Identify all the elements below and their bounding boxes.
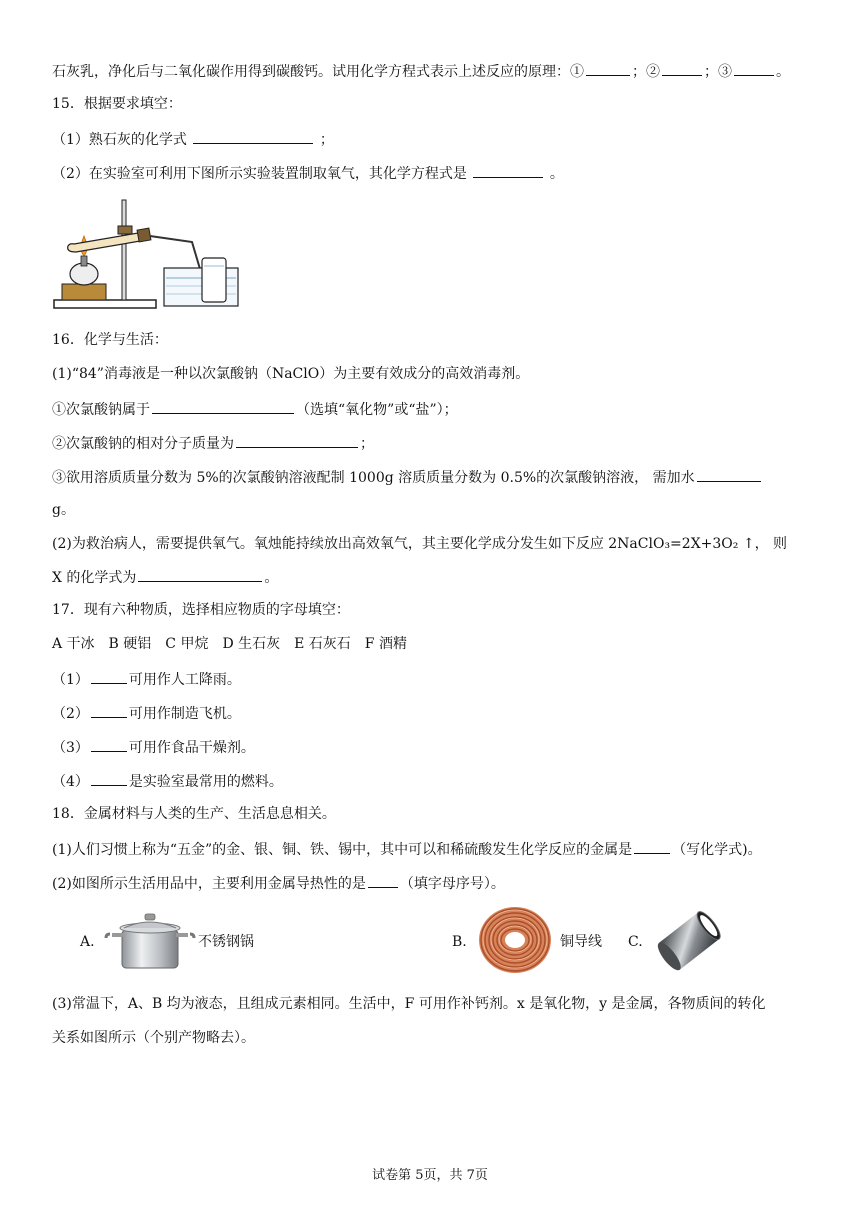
answer-blank[interactable]: [662, 60, 702, 76]
option-c-letter[interactable]: C.: [628, 934, 643, 950]
question-17-options: A 干冰 B 硬铝 C 甲烷 D 生石灰 E 石灰石 F 酒精: [52, 636, 407, 652]
option-a-label: 不锈钢锅: [198, 934, 254, 950]
question-17-title: 17．现有六种物质，选择相应物质的字母填空：: [52, 602, 350, 618]
answer-blank[interactable]: [697, 466, 761, 482]
question-16-1c-unit: g。: [52, 502, 75, 518]
question-16-title: 16．化学与生活：: [52, 332, 168, 348]
question-18-3b: 关系如图所示（个别产物略去）。: [52, 1030, 255, 1046]
question-18-2: (2)如图所示生活用品中，主要利用金属导热性的是 （填字母序号）。: [52, 872, 505, 894]
answer-blank[interactable]: [634, 838, 670, 854]
answer-blank[interactable]: [138, 566, 262, 582]
question-16-2: (2)为救治病人，需要提供氧气。氧烛能持续放出高效氧气，其主要化学成分发生如下反应 2NaClO₃=2X+3O₂ ↑， 则: [52, 536, 788, 552]
page-footer: 试卷第 5页，共 7页: [372, 1168, 488, 1183]
question-17-4: （4） 是实验室最常用的燃料。: [52, 770, 283, 792]
question-18-3a: (3)常温下，A、B 均为液态，且组成元素相同。生活中，F 可用作补钙剂。x 是氧化物，y 是金属，各物质间的转化: [52, 996, 766, 1012]
option-a-letter[interactable]: A.: [80, 934, 95, 950]
question-17-2: （2） 可用作制造飞机。: [52, 702, 241, 724]
question-15-1: （1）熟石灰的化学式 ；: [52, 128, 334, 150]
answer-blank[interactable]: [734, 60, 774, 76]
option-b-letter[interactable]: B.: [452, 934, 467, 950]
copper-wire-figure: [476, 904, 554, 976]
answer-blank[interactable]: [586, 60, 630, 76]
question-15-2: （2）在实验室可利用下图所示实验装置制取氧气，其化学方程式是 。: [52, 162, 564, 184]
answer-blank[interactable]: [473, 162, 543, 178]
question-15-title: 15．根据要求填空：: [52, 96, 182, 112]
question-16-1a: ①次氯酸钠属于 （选填“氧化物”或“盐”）；: [52, 398, 458, 420]
question-16-2b: X 的化学式为 。: [52, 566, 278, 588]
question-16-1: (1)“84”消毒液是一种以次氯酸钠（NaClO）为主要有效成分的高效消毒剂。: [52, 366, 530, 382]
question-18-1: (1)人们习惯上称为“五金”的金、银、铜、铁、锡中，其中可以和稀硫酸发生化学反应的金属是 （写化学式)。: [52, 838, 762, 860]
answer-blank[interactable]: [236, 432, 358, 448]
question-17-3: （3） 可用作食品干燥剂。: [52, 736, 255, 758]
answer-blank[interactable]: [152, 398, 294, 414]
option-b-label: 铜导线: [560, 934, 602, 950]
question-17-1: （1） 可用作人工降雨。: [52, 668, 241, 690]
question-16-1b: ②次氯酸钠的相对分子质量为 ；: [52, 432, 374, 454]
question-16-1c: ③欲用溶质质量分数为 5%的次氯酸钠溶液配制 1000g 溶质质量分数为 0.5%的次氯酸钠溶液， 需加水: [52, 466, 763, 488]
stainless-pot-figure: [104, 908, 196, 972]
oxygen-apparatus-figure: [52, 196, 242, 314]
answer-blank[interactable]: [91, 702, 127, 718]
q14-continuation: 石灰乳，净化后与二氧化碳作用得到碳酸钙。试用化学方程式表示上述反应的原理：① ；② ；③ 。: [52, 60, 790, 82]
answer-blank[interactable]: [368, 872, 398, 888]
answer-blank[interactable]: [91, 770, 127, 786]
answer-blank[interactable]: [91, 668, 127, 684]
question-18-title: 18．金属材料与人类的生产、生活息息相关。: [52, 806, 336, 822]
metal-cylinder-figure: [654, 906, 724, 976]
answer-blank[interactable]: [91, 736, 127, 752]
answer-blank[interactable]: [193, 128, 313, 144]
